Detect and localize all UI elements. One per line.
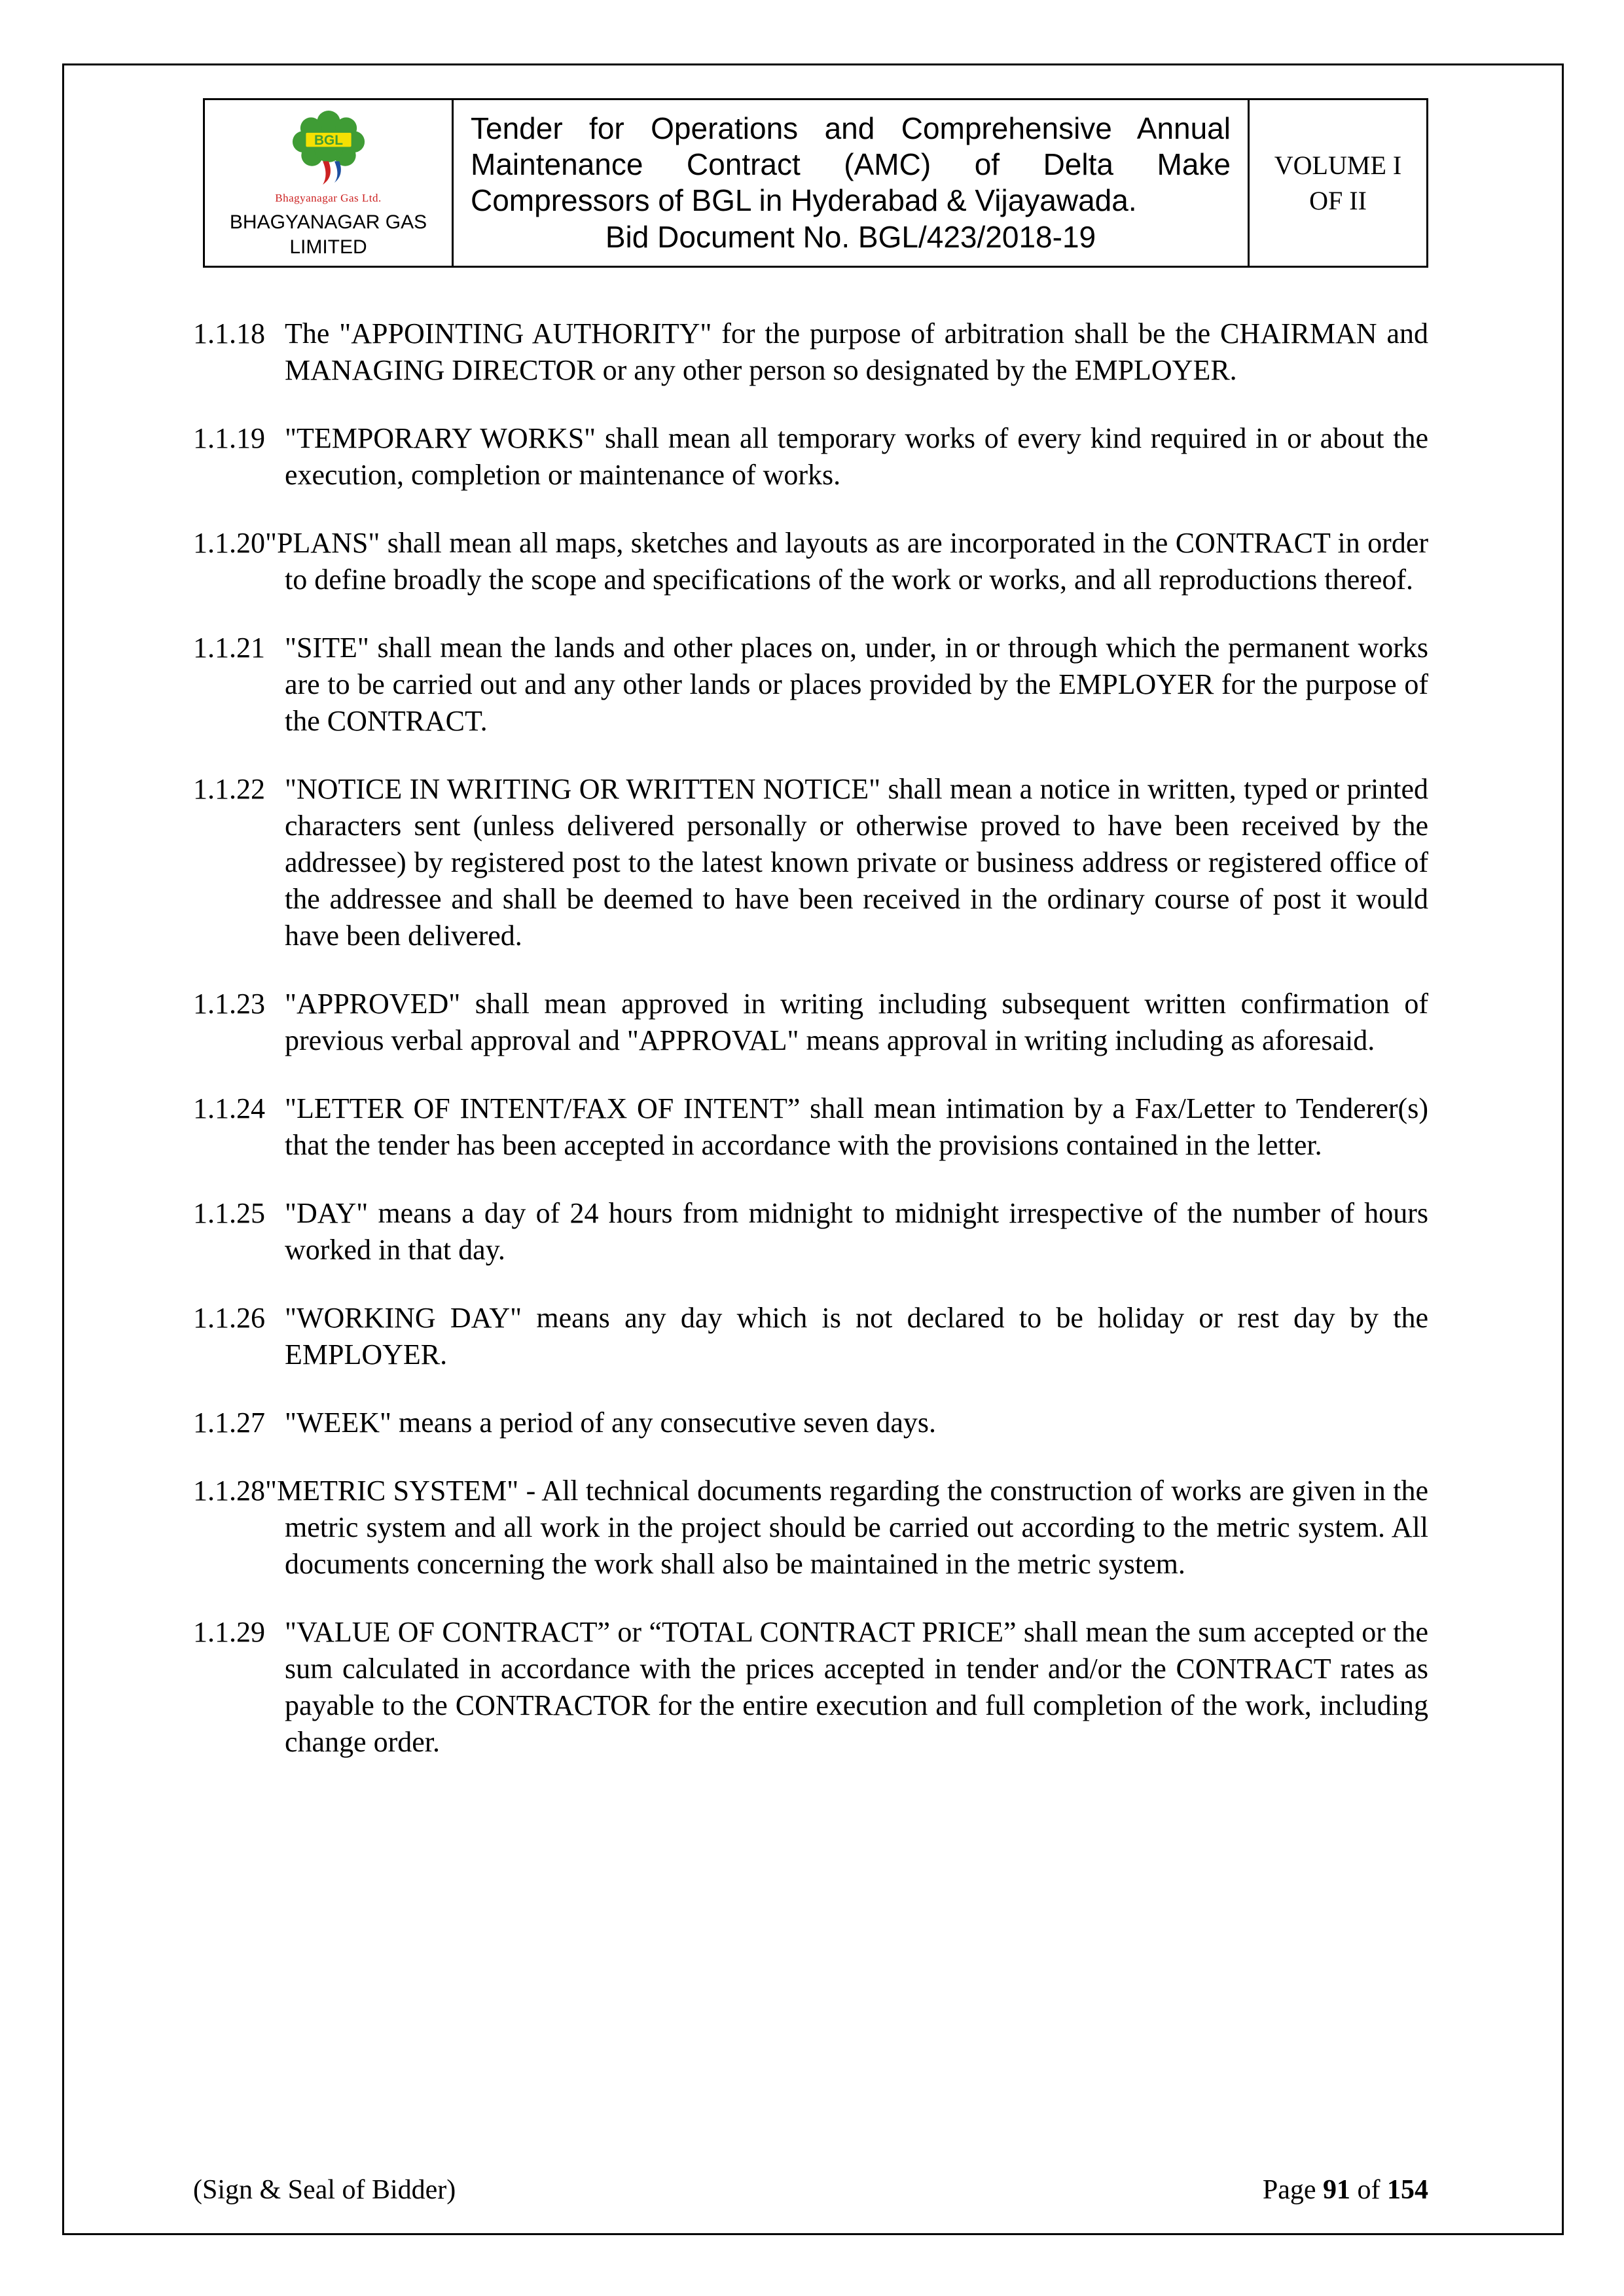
logo-caption: Bhagyanagar Gas Ltd. <box>275 192 382 204</box>
clause-number: 1.1.27 <box>193 1407 265 1439</box>
page-footer <box>193 2174 1428 2206</box>
page-number: 91 <box>1323 2175 1350 2205</box>
clause-1-1-18 <box>193 315 1428 389</box>
of-word: of <box>1357 2175 1380 2205</box>
clause-1-1-28 <box>193 1473 1428 1583</box>
clause-1-1-21 <box>193 630 1428 740</box>
clause-text: "PLANS" shall mean all maps, sketches and layouts as are incorporated in the CONTRACT in order to define broadly the scope and specifications of the work or works, and all reproductions thereof. <box>265 527 1428 596</box>
volume-cell <box>1250 100 1426 266</box>
document-header <box>203 98 1428 268</box>
clause-number: 1.1.18 <box>193 317 265 350</box>
clause-text: "TEMPORARY WORKS" shall mean all temporary works of every kind required in or about the execution, completion or maintenance of works. <box>285 422 1428 491</box>
clause-text: "APPROVED" shall mean approved in writing including subsequent written confirmation of previous verbal approval and "APPROVAL" means approval in writing including as aforesaid. <box>285 988 1428 1056</box>
clause-text: "DAY" means a day of 24 hours from midnight to midnight irrespective of the number of hours worked in that day. <box>285 1197 1428 1266</box>
clause-number: 1.1.29 <box>193 1616 265 1648</box>
title-cell <box>454 100 1250 266</box>
clause-text: "VALUE OF CONTRACT” or “TOTAL CONTRACT PRICE” shall mean the sum accepted or the sum calculated in accordance with the prices accepted in tender and/or the CONTRACT rates as payable to the CONTRACTOR for the entire execution and full completion of the work, including change order. <box>285 1616 1428 1758</box>
clause-text: "NOTICE IN WRITING OR WRITTEN NOTICE" shall mean a notice in written, typed or printed characters sent (unless delivered personally or otherwise proved to have been received by the addressee) by registered post to the latest known private or business address or registered office of the addressee and shall be deemed to have been received in the ordinary course of post it would have been delivered. <box>285 773 1428 952</box>
clause-1-1-26 <box>193 1300 1428 1373</box>
clause-text: The "APPOINTING AUTHORITY" for the purpose of arbitration shall be the CHAIRMAN and MANAGING DIRECTOR or any other person so designated by the EMPLOYER. <box>285 317 1428 386</box>
clause-text: "LETTER OF INTENT/FAX OF INTENT” shall mean intimation by a Fax/Letter to Tenderer(s) that the tender has been accepted in accordance with the provisions contained in the letter. <box>285 1092 1428 1161</box>
clause-text: "WORKING DAY" means any day which is not declared to be holiday or rest day by the EMPLOYER. <box>285 1302 1428 1371</box>
clause-text: "SITE" shall mean the lands and other places on, under, in or through which the permanent works are to be carried out and any other lands or places provided by the EMPLOYER for the purpose of the CONTRACT. <box>285 632 1428 737</box>
page-indicator <box>1263 2174 1428 2206</box>
clause-number: 1.1.23 <box>193 988 265 1020</box>
total-pages: 154 <box>1387 2175 1428 2205</box>
clause-1-1-27 <box>193 1405 1428 1441</box>
sign-seal-note: (Sign & Seal of Bidder) <box>193 2175 456 2205</box>
clause-1-1-20 <box>193 525 1428 598</box>
clause-number: 1.1.20 <box>193 527 265 559</box>
volume-line-2: OF II <box>1309 185 1367 215</box>
clause-1-1-22 <box>193 771 1428 954</box>
clause-1-1-24 <box>193 1090 1428 1164</box>
organization-name: BHAGYANAGAR GAS LIMITED <box>229 211 427 258</box>
clause-number: 1.1.25 <box>193 1197 265 1229</box>
clause-1-1-23 <box>193 986 1428 1059</box>
volume-line-1: VOLUME I <box>1274 150 1402 180</box>
clause-number: 1.1.26 <box>193 1302 265 1334</box>
page-word: Page <box>1262 2175 1316 2205</box>
bgl-logo-icon <box>280 107 378 190</box>
clause-1-1-25 <box>193 1195 1428 1268</box>
clause-number: 1.1.21 <box>193 632 265 664</box>
clause-number: 1.1.28 <box>193 1475 265 1507</box>
logo-cell <box>205 100 454 266</box>
clause-number: 1.1.19 <box>193 422 265 454</box>
document-title: Tender for Operations and Comprehensive Annual Maintenance Contract (AMC) of Delta Make Compressors of BGL in Hyderabad & Vijayawada. <box>471 111 1231 218</box>
clause-text: "WEEK" means a period of any consecutive seven days. <box>285 1407 937 1439</box>
clause-text: "METRIC SYSTEM" - All technical documents regarding the construction of works are given in the metric system and all work in the project should be carried out according to the metric system. All documents concerning the work shall also be maintained in the metric system. <box>265 1475 1428 1580</box>
svg-text:BGL: BGL <box>314 133 343 149</box>
clauses-section <box>193 315 1428 1792</box>
clause-number: 1.1.24 <box>193 1092 265 1124</box>
clause-1-1-29 <box>193 1614 1428 1761</box>
clause-1-1-19 <box>193 420 1428 493</box>
bid-document-number: Bid Document No. BGL/423/2018-19 <box>605 219 1096 254</box>
clause-number: 1.1.22 <box>193 773 265 805</box>
